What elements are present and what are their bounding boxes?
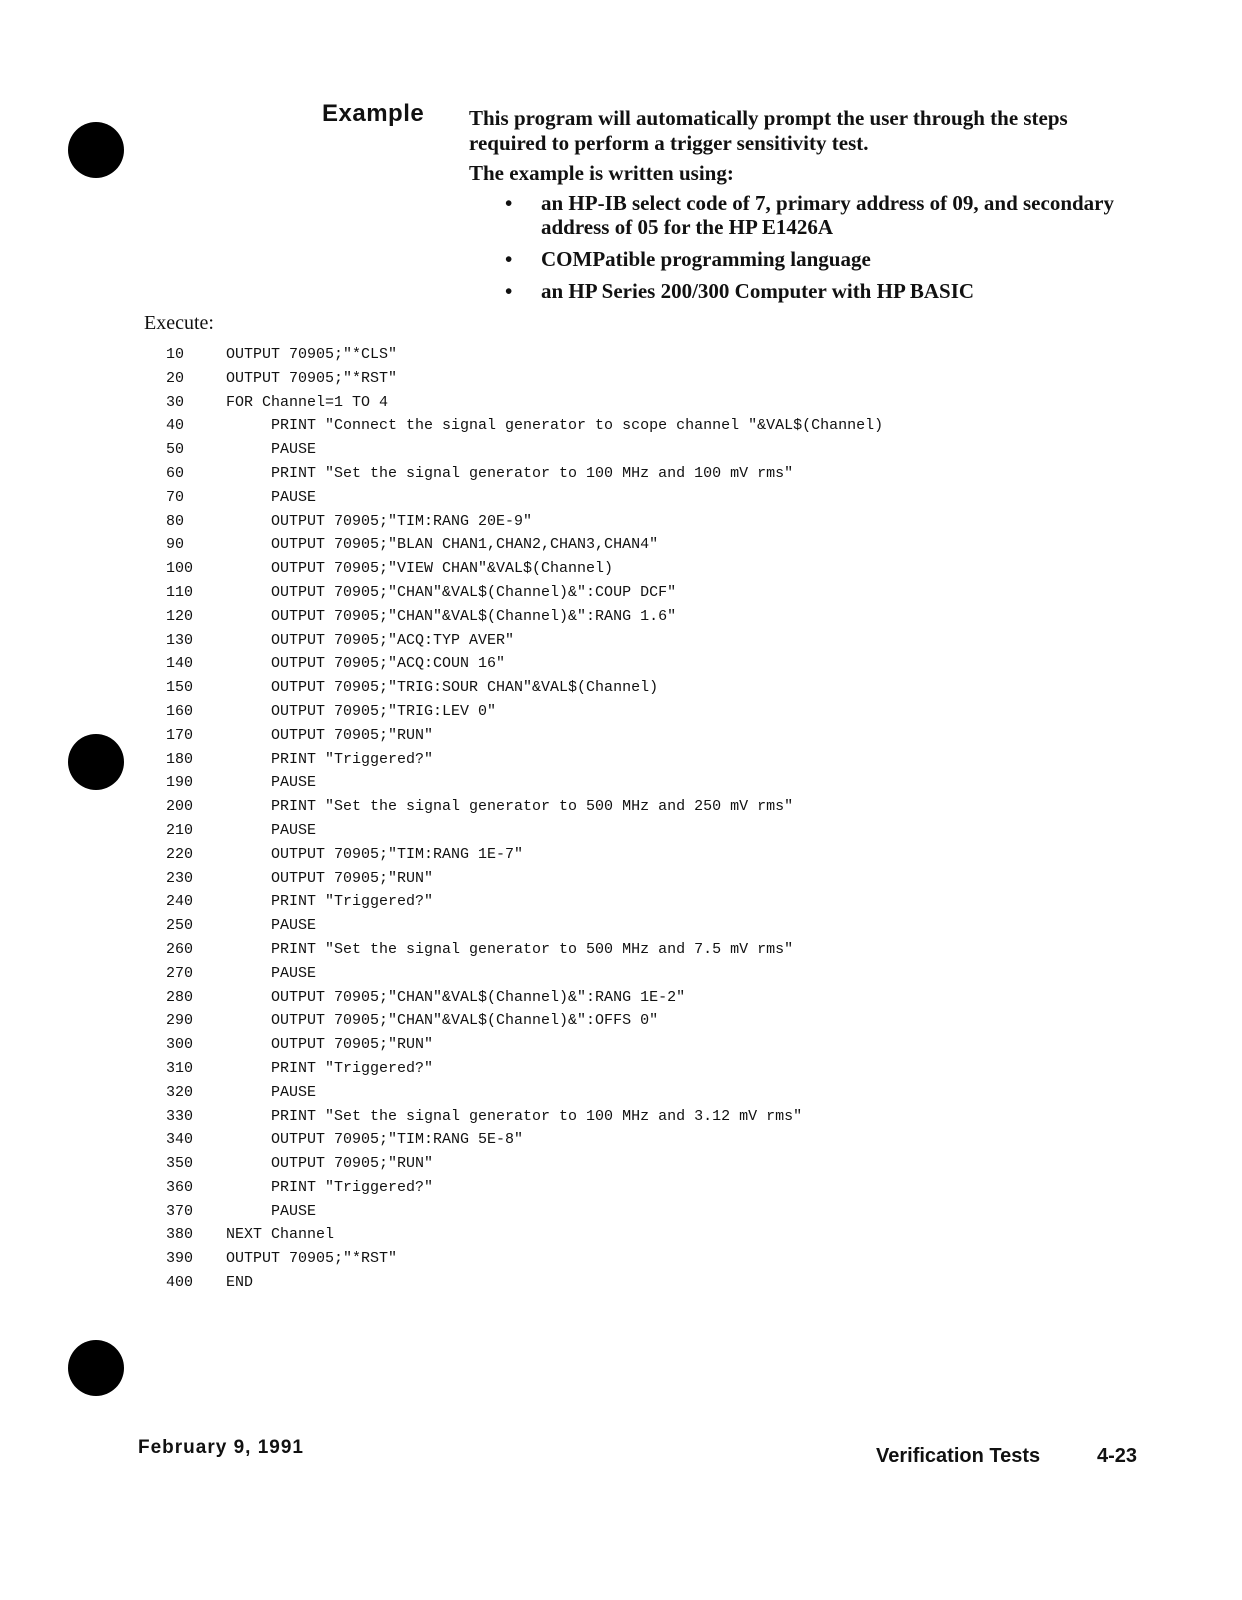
punch-hole	[68, 122, 124, 178]
code-text: OUTPUT 70905;"BLAN CHAN1,CHAN2,CHAN3,CHAN4"	[226, 536, 659, 554]
code-text: OUTPUT 70905;"*CLS"	[226, 346, 398, 363]
code-line	[166, 557, 883, 581]
code-line	[166, 414, 883, 438]
line-number: 240	[166, 893, 194, 911]
code-line	[166, 748, 883, 772]
code-text: OUTPUT 70905;"CHAN"&VAL$(Channel)&":RANG 1E-2"	[226, 988, 686, 1006]
code-text: OUTPUT 70905;"*RST"	[226, 1250, 398, 1268]
line-number: 330	[166, 1107, 194, 1125]
line-number: 280	[166, 988, 194, 1006]
code-line	[166, 510, 883, 534]
line-number: 150	[166, 679, 194, 697]
intro-paragraph: This program will automatically prompt the user through the steps required to perform a trigger sensitivity test.	[469, 106, 1068, 155]
code-line	[166, 652, 883, 676]
written-using-label: The example is written using:	[469, 161, 734, 185]
code-line	[166, 629, 883, 653]
code-text: PAUSE	[226, 964, 317, 982]
line-number: 20	[166, 369, 185, 387]
code-listing	[166, 343, 883, 1295]
code-line	[166, 843, 883, 867]
code-text: OUTPUT 70905;"VIEW CHAN"&VAL$(Channel)	[226, 560, 614, 578]
code-text: OUTPUT 70905;"RUN"	[226, 869, 434, 887]
line-number: 160	[166, 702, 194, 720]
code-text: OUTPUT 70905;"*RST"	[226, 369, 398, 387]
code-text: PAUSE	[226, 917, 317, 935]
code-line	[166, 1009, 883, 1033]
line-number: 30	[166, 393, 185, 411]
code-text: OUTPUT 70905;"TIM:RANG 1E-7"	[226, 845, 524, 863]
code-text: PRINT "Connect the signal generator to scope channel "&VAL$(Channel)	[226, 417, 884, 435]
line-number: 340	[166, 1131, 194, 1149]
code-text: NEXT Channel	[226, 1226, 335, 1244]
code-text: OUTPUT 70905;"CHAN"&VAL$(Channel)&":COUP DCF"	[226, 583, 677, 601]
code-line	[166, 1247, 883, 1271]
list-item-text: COMPatible programming language	[541, 247, 871, 271]
bullet-icon: •	[505, 191, 513, 215]
requirements-list	[469, 191, 1129, 303]
code-line	[166, 581, 883, 605]
line-number: 300	[166, 1036, 194, 1054]
code-line	[166, 676, 883, 700]
code-line	[166, 343, 883, 367]
line-number: 380	[166, 1226, 194, 1244]
line-number: 230	[166, 869, 194, 887]
line-number: 350	[166, 1155, 194, 1173]
code-text: PRINT "Set the signal generator to 100 MHz and 3.12 mV rms"	[226, 1107, 803, 1125]
code-line	[166, 938, 883, 962]
line-number: 130	[166, 631, 194, 649]
code-line	[166, 1105, 883, 1129]
bullet-icon: •	[505, 279, 513, 303]
code-text: PRINT "Triggered?"	[226, 1178, 434, 1196]
list-item-text: an HP Series 200/300 Computer with HP BASIC	[541, 279, 975, 303]
code-text: OUTPUT 70905;"CHAN"&VAL$(Channel)&":OFFS 0"	[226, 1012, 659, 1030]
line-number: 310	[166, 1059, 194, 1077]
line-number: 250	[166, 917, 194, 935]
list-item	[505, 279, 1129, 303]
line-number: 390	[166, 1250, 194, 1268]
code-line	[166, 867, 883, 891]
code-line	[166, 819, 883, 843]
list-item	[505, 247, 1129, 271]
line-number: 290	[166, 1012, 194, 1030]
punch-hole	[68, 1340, 124, 1396]
line-number: 220	[166, 845, 194, 863]
code-line	[166, 1152, 883, 1176]
page-number: 4-23	[1097, 1445, 1138, 1467]
bullet-icon: •	[505, 247, 513, 271]
code-line	[166, 1128, 883, 1152]
code-text: FOR Channel=1 TO 4	[226, 393, 389, 411]
code-line	[166, 391, 883, 415]
line-number: 180	[166, 750, 194, 768]
line-number: 270	[166, 964, 194, 982]
code-text: PRINT "Triggered?"	[226, 1059, 434, 1077]
code-line	[166, 724, 883, 748]
code-line	[166, 438, 883, 462]
list-item	[505, 191, 1129, 239]
code-line	[166, 1200, 883, 1224]
code-text: OUTPUT 70905;"ACQ:COUN 16"	[226, 655, 506, 673]
punch-hole	[68, 734, 124, 790]
code-text: OUTPUT 70905;"TIM:RANG 5E-8"	[226, 1131, 524, 1149]
code-text: PAUSE	[226, 821, 317, 839]
code-text: PAUSE	[226, 774, 317, 792]
section-heading: Example	[322, 100, 425, 127]
code-text: OUTPUT 70905;"TRIG:SOUR CHAN"&VAL$(Channel)	[226, 679, 659, 697]
line-number: 120	[166, 607, 194, 625]
code-text: PRINT "Set the signal generator to 500 MHz and 7.5 mV rms"	[226, 940, 794, 958]
code-text: PAUSE	[226, 488, 317, 506]
line-number: 90	[166, 536, 185, 554]
line-number: 110	[166, 583, 194, 601]
line-number: 360	[166, 1178, 194, 1196]
code-line	[166, 795, 883, 819]
code-text: OUTPUT 70905;"ACQ:TYP AVER"	[226, 631, 515, 649]
line-number: 170	[166, 726, 194, 744]
line-number: 320	[166, 1083, 194, 1101]
footer-date: February 9, 1991	[138, 1437, 304, 1458]
execute-label: Execute:	[144, 312, 214, 334]
code-line	[166, 533, 883, 557]
line-number: 190	[166, 774, 194, 792]
code-text: OUTPUT 70905;"TIM:RANG 20E-9"	[226, 512, 533, 530]
code-text: END	[226, 1274, 254, 1292]
line-number: 60	[166, 464, 185, 482]
line-number: 70	[166, 488, 185, 506]
code-text: PRINT "Set the signal generator to 500 MHz and 250 mV rms"	[226, 798, 794, 816]
code-line	[166, 890, 883, 914]
code-line	[166, 1057, 883, 1081]
line-number: 400	[166, 1274, 194, 1292]
code-line	[166, 1033, 883, 1057]
code-text: OUTPUT 70905;"RUN"	[226, 726, 434, 744]
line-number: 200	[166, 798, 194, 816]
code-text: PAUSE	[226, 441, 317, 459]
code-text: PRINT "Triggered?"	[226, 750, 434, 768]
code-text: OUTPUT 70905;"RUN"	[226, 1155, 434, 1173]
line-number: 140	[166, 655, 194, 673]
code-text: OUTPUT 70905;"RUN"	[226, 1036, 434, 1054]
line-number: 210	[166, 821, 194, 839]
code-line	[166, 486, 883, 510]
line-number: 40	[166, 417, 185, 435]
code-line	[166, 914, 883, 938]
code-text: PAUSE	[226, 1202, 317, 1220]
line-number: 80	[166, 512, 185, 530]
code-line	[166, 605, 883, 629]
code-line	[166, 1271, 883, 1295]
footer-section-title: Verification Tests	[876, 1445, 1041, 1467]
code-line	[166, 462, 883, 486]
code-text: OUTPUT 70905;"TRIG:LEV 0"	[226, 702, 497, 720]
code-line	[166, 962, 883, 986]
code-text: OUTPUT 70905;"CHAN"&VAL$(Channel)&":RANG 1.6"	[226, 607, 677, 625]
code-line	[166, 1223, 883, 1247]
line-number: 370	[166, 1202, 194, 1220]
code-text: PRINT "Triggered?"	[226, 893, 434, 911]
code-text: PRINT "Set the signal generator to 100 MHz and 100 mV rms"	[226, 464, 794, 482]
code-line	[166, 700, 883, 724]
code-line	[166, 1176, 883, 1200]
line-number: 10	[166, 346, 185, 363]
code-line	[166, 986, 883, 1010]
code-line	[166, 367, 883, 391]
line-number: 100	[166, 560, 194, 578]
line-number: 260	[166, 940, 194, 958]
code-line	[166, 1081, 883, 1105]
code-line	[166, 771, 883, 795]
list-item-text: an HP-IB select code of 7, primary address of 09, and secondary address of 05 for the HP E1426A	[541, 191, 1114, 239]
intro-block	[469, 106, 1129, 311]
line-number: 50	[166, 441, 185, 459]
code-text: PAUSE	[226, 1083, 317, 1101]
